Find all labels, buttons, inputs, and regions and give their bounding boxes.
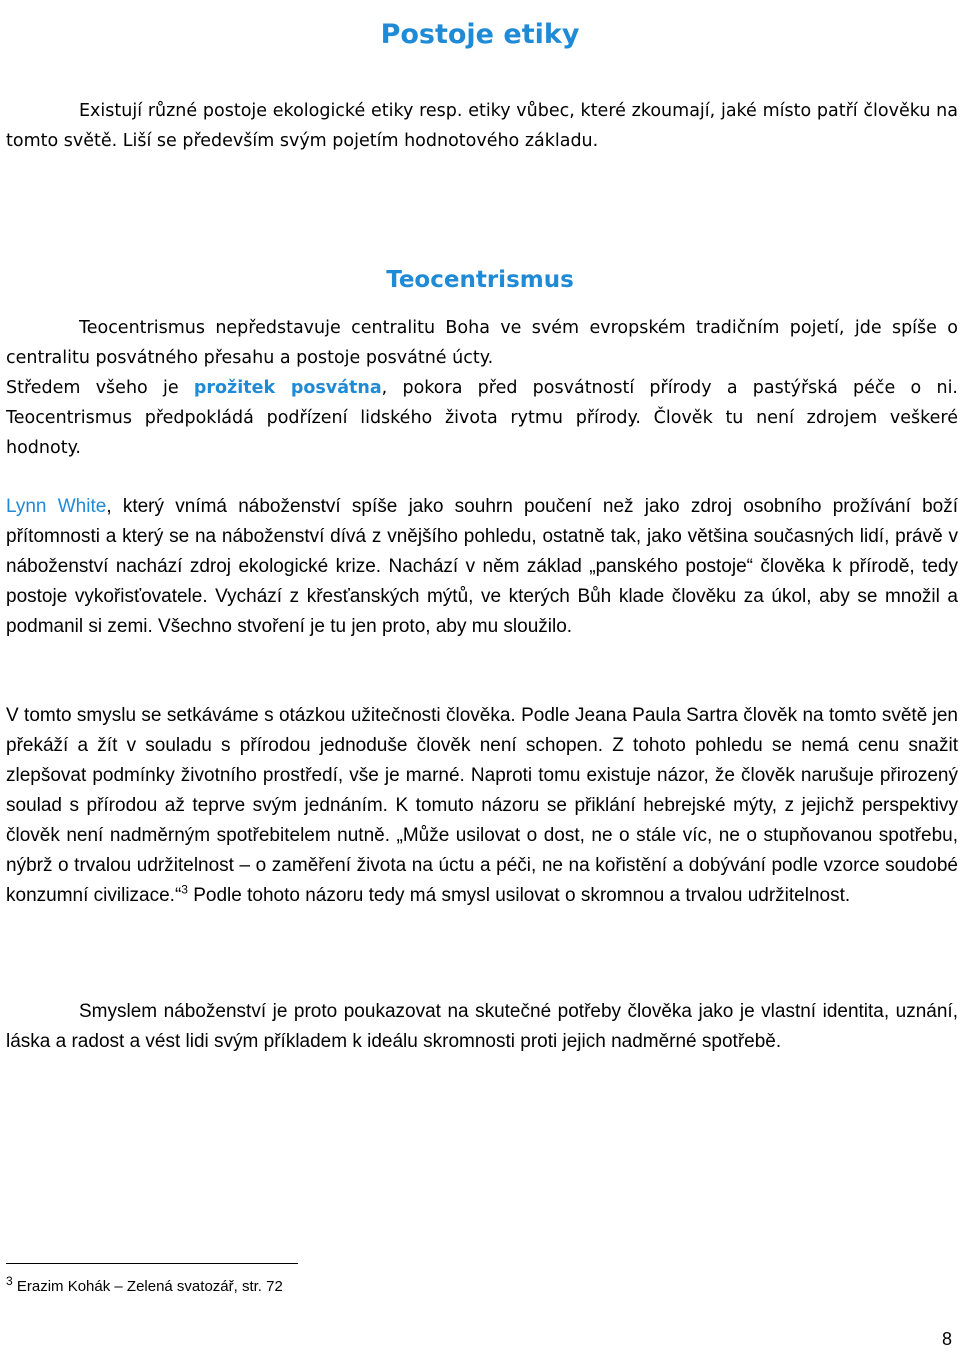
footnote-text: Erazim Kohák – Zelená svatozář, str. 72 <box>12 1278 283 1295</box>
footnote-reference: 3 <box>181 882 188 897</box>
lynn-white-paragraph <box>6 492 958 642</box>
intro-paragraph: Existují různé postoje ekologické etiky resp. etiky vůbec, které zkoumají, jaké místo patří člověku na tomto světě. Liší se především svým pojetím hodnotového základu. <box>6 101 958 151</box>
paragraph-text: Podle tohoto názoru tedy má smysl usilovat o skromnou a trvalou udržitelnost. <box>187 885 851 906</box>
page-title: Postoje etiky <box>380 19 580 51</box>
paragraph-text: Středem všeho je <box>6 378 194 398</box>
paragraph-text: , pokora před posvátností přírody a pastýřská péče o ni. Teocentrismus předpokládá podřízení lidského života rytmu přírody. Člověk tu není zdrojem veškeré hodnoty. <box>6 378 958 458</box>
highlighted-name: Lynn White <box>6 496 107 517</box>
paragraph-text: , který vnímá náboženství spíše jako souhrn poučení než jako zdroj osobního prožívání boží přítomnosti a který se na náboženství dívá z vnějšího pohledu, ostatně tak, jako většina současných lidí, právě v náboženství nachází zdroj ekologické krize. Nachází v něm základ „panského postoje“ člověka k přírodě, tedy postoje vykořisťovatele. Vychází z křesťanských mýtů, ve kterých Bůh klade člověku za úkol, aby se množil a podmanil si zemi. Všechno stvoření je tu jen proto, aby mu sloužilo. <box>6 496 959 637</box>
teocentrismus-paragraph-2 <box>6 373 958 463</box>
footnote-number: 3 <box>6 1274 13 1288</box>
paragraph-text: V tomto smyslu se setkáváme s otázkou užitečnosti člověka. Podle Jeana Paula Sartra člověk na tomto světě jen překáží a žít v souladu s přírodou jednoduše člověk není schopen. Z tohoto pohledu se nemá cenu snažit zlepšovat podmínky životního prostředí, vše je marné. Naproti tomu existuje názor, že člověk narušuje přirozený soulad s přírodou až teprve svým jednáním. K tomuto názoru se přiklání hebrejské mýty, z jejichž perspektivy člověk není nadměrným spotřebitelem nutně. „Může usilovat o dost, ne o stále víc, ne o stupňovanou spotřebu, nýbrž o trvalou udržitelnost – o zaměření života na úctu a péči, ne na kořistění a dobývání podle vzorce soudobé konzumní civilizace.“ <box>6 705 958 906</box>
usefulness-paragraph <box>6 701 958 911</box>
highlighted-term: prožitek posvátna <box>193 378 382 398</box>
teocentrismus-paragraph: Teocentrismus nepředstavuje centralitu Boha ve svém evropském tradičním pojetí, jde spíše o centralitu posvátného přesahu a postoje posvátné úcty. <box>6 318 958 368</box>
religion-paragraph: Smyslem náboženství je proto poukazovat na skutečné potřeby člověka jako je vlastní identita, uznání, láska a radost a vést lidi svým příkladem k ideálu skromnosti proti jejich nadměrné spotřebě. <box>6 1001 958 1052</box>
section-heading: Teocentrismus <box>386 267 574 294</box>
footnote-separator <box>6 1263 298 1264</box>
footnote <box>6 1274 283 1300</box>
page-number: 8 <box>941 1329 952 1349</box>
